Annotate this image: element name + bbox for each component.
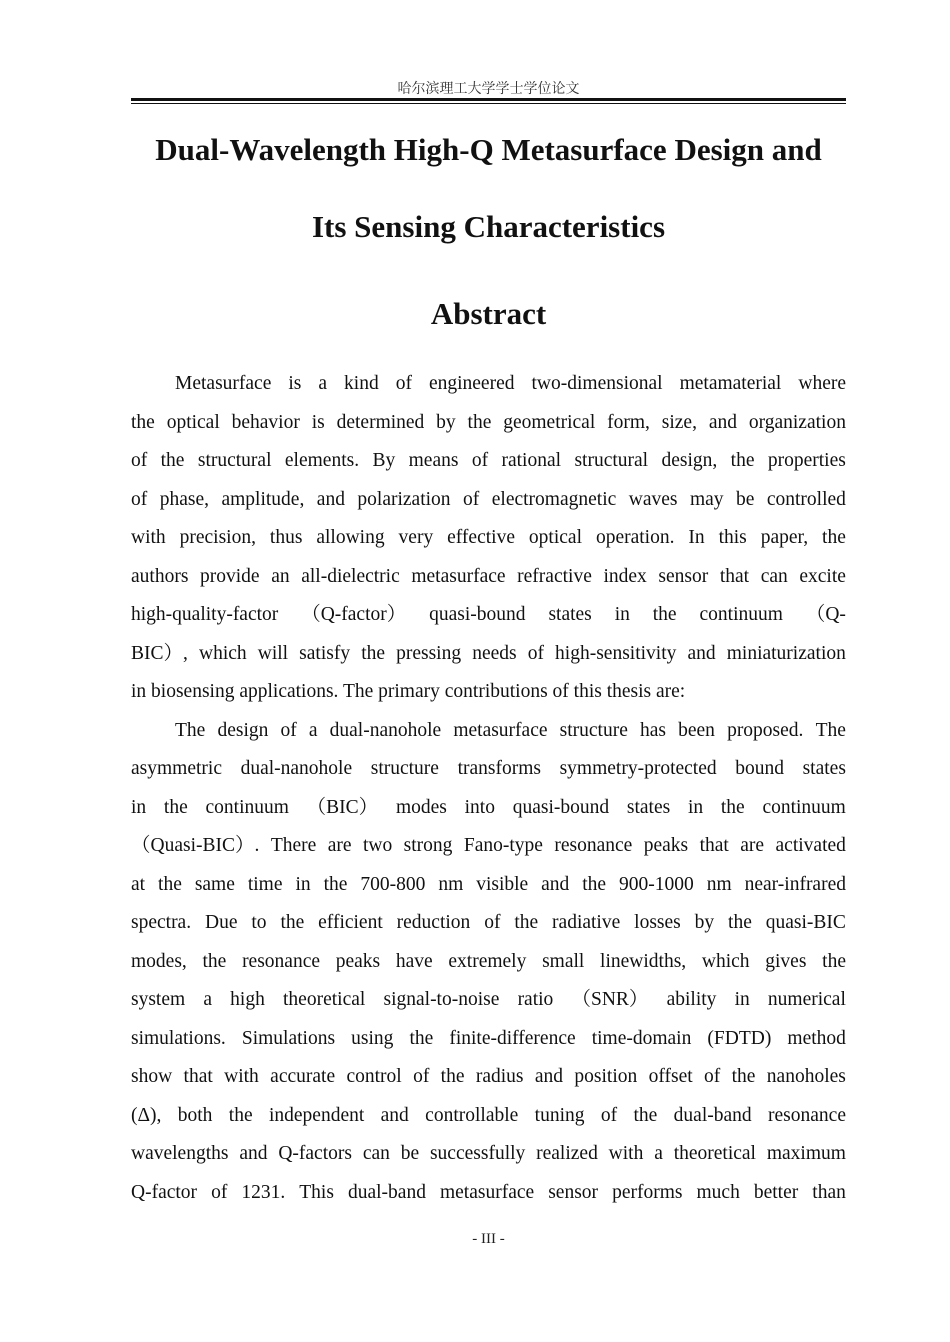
text-line: in biosensing applications. The primary contributions of this thesis are:: [131, 681, 686, 702]
text-line: (Δ), both the independent and controllable tuning of the dual-band resonance: [131, 1104, 846, 1126]
text-line: high-quality-factor （Q-factor） quasi-bound states in the continuum （Q-: [131, 604, 846, 625]
text-line: Metasurface is a kind of engineered two-dimensional metamaterial where: [175, 373, 846, 394]
text-line: Q-factor of 1231. This dual-band metasurface sensor performs much better than: [131, 1181, 846, 1203]
text-line: BIC）, which will satisfy the pressing needs of high-sensitivity and miniaturization: [131, 642, 846, 664]
text-line: wavelengths and Q-factors can be successfully realized with a theoretical maximum: [131, 1143, 846, 1164]
header-rule-thin: [131, 103, 846, 104]
paragraph-1: [131, 365, 846, 712]
paragraph-2: [131, 712, 846, 1213]
abstract-heading: Abstract: [430, 296, 547, 331]
title-line-2: Its Sensing Characteristics: [311, 209, 666, 244]
text-line: with precision, thus allowing very effective optical operation. In this paper, the: [131, 527, 846, 548]
text-line: in the continuum （BIC） modes into quasi-bound states in the continuum: [131, 796, 846, 818]
text-line: of the structural elements. By means of rational structural design, the properties: [131, 450, 846, 471]
text-line: The design of a dual-nanohole metasurface structure has been proposed. The: [175, 719, 846, 741]
header-rule-thick: [131, 98, 846, 101]
text-line: simulations. Simulations using the finite-difference time-domain (FDTD) method: [131, 1027, 846, 1049]
text-line: at the same time in the 700-800 nm visible and the 900-1000 nm near-infrared: [131, 873, 846, 895]
page-header: 哈尔滨理工大学学士学位论文: [397, 82, 580, 97]
abstract-body: [131, 365, 846, 1212]
text-line: （Quasi-BIC）. There are two strong Fano-type resonance peaks that are activated: [131, 835, 846, 856]
text-line: system a high theoretical signal-to-noise ratio （SNR） ability in numerical: [131, 989, 846, 1010]
text-line: show that with accurate control of the radius and position offset of the nanoholes: [131, 1066, 846, 1087]
text-line: authors provide an all-dielectric metasurface refractive index sensor that can excite: [131, 565, 846, 587]
text-line: spectra. Due to the efficient reduction of the radiative losses by the quasi-BIC: [131, 912, 846, 933]
text-line: the optical behavior is determined by the geometrical form, size, and organization: [131, 411, 846, 433]
page-number: - III -: [472, 1231, 505, 1247]
text-line: asymmetric dual-nanohole structure transforms symmetry-protected bound states: [131, 758, 846, 779]
title-line-1: Dual-Wavelength High-Q Metasurface Design and: [155, 132, 822, 167]
text-line: modes, the resonance peaks have extremely small linewidths, which gives the: [131, 950, 846, 972]
text-line: of phase, amplitude, and polarization of electromagnetic waves may be controlled: [131, 488, 846, 510]
